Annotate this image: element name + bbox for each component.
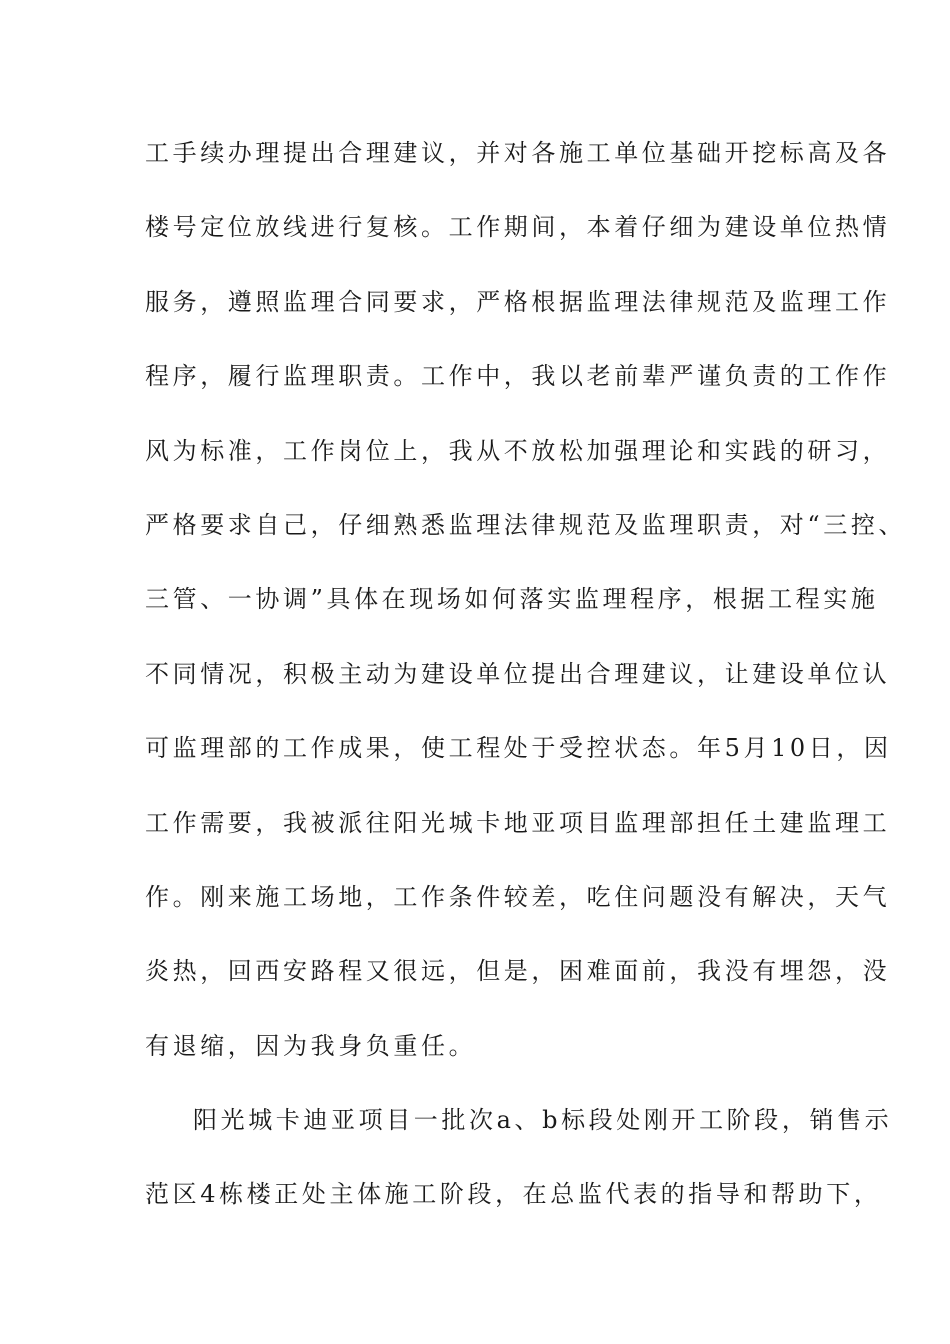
text-line: 程序，履行监理职责。工作中，我以老前辈严谨负责的工作作	[145, 362, 891, 391]
text-line: 严格要求自己，仔细熟悉监理法律规范及监理职责，对“三控、	[145, 510, 907, 539]
text-line: 工作需要，我被派往阳光城卡地亚项目监理部担任土建监理工	[145, 808, 891, 837]
text-line: 炎热，回西安路程又很远，但是，困难面前，我没有埋怨，没	[145, 957, 891, 986]
text-line: 有退缩，因为我身负重任。	[145, 1031, 477, 1060]
text-line: 楼号定位放线进行复核。工作期间，本着仔细为建设单位热情	[145, 213, 891, 242]
text-line: 三管、一协调”具体在现场如何落实监理程序，根据工程实施	[145, 585, 879, 614]
text-line: 工手续办理提出合理建议，并对各施工单位基础开挖标高及各	[145, 139, 891, 167]
document-body	[145, 131, 907, 1247]
text-line: 可监理部的工作成果，使工程处于受控状态。年5月10日，因	[145, 734, 892, 763]
text-line: 不同情况，积极主动为建设单位提出合理建议，让建设单位认	[145, 659, 891, 688]
text-line: 范区4栋楼正处主体施工阶段，在总监代表的指导和帮助下，	[145, 1180, 882, 1209]
text-line: 服务，遵照监理合同要求，严格根据监理法律规范及监理工作	[145, 287, 891, 316]
text-line: 风为标准，工作岗位上，我从不放松加强理论和实践的研习，	[145, 436, 891, 465]
paragraph-first-line: 阳光城卡迪亚项目一批次a、b标段处刚开工阶段，销售示	[193, 1106, 893, 1135]
text-line: 作。刚来施工场地，工作条件较差，吃住问题没有解决，天气	[145, 882, 891, 911]
